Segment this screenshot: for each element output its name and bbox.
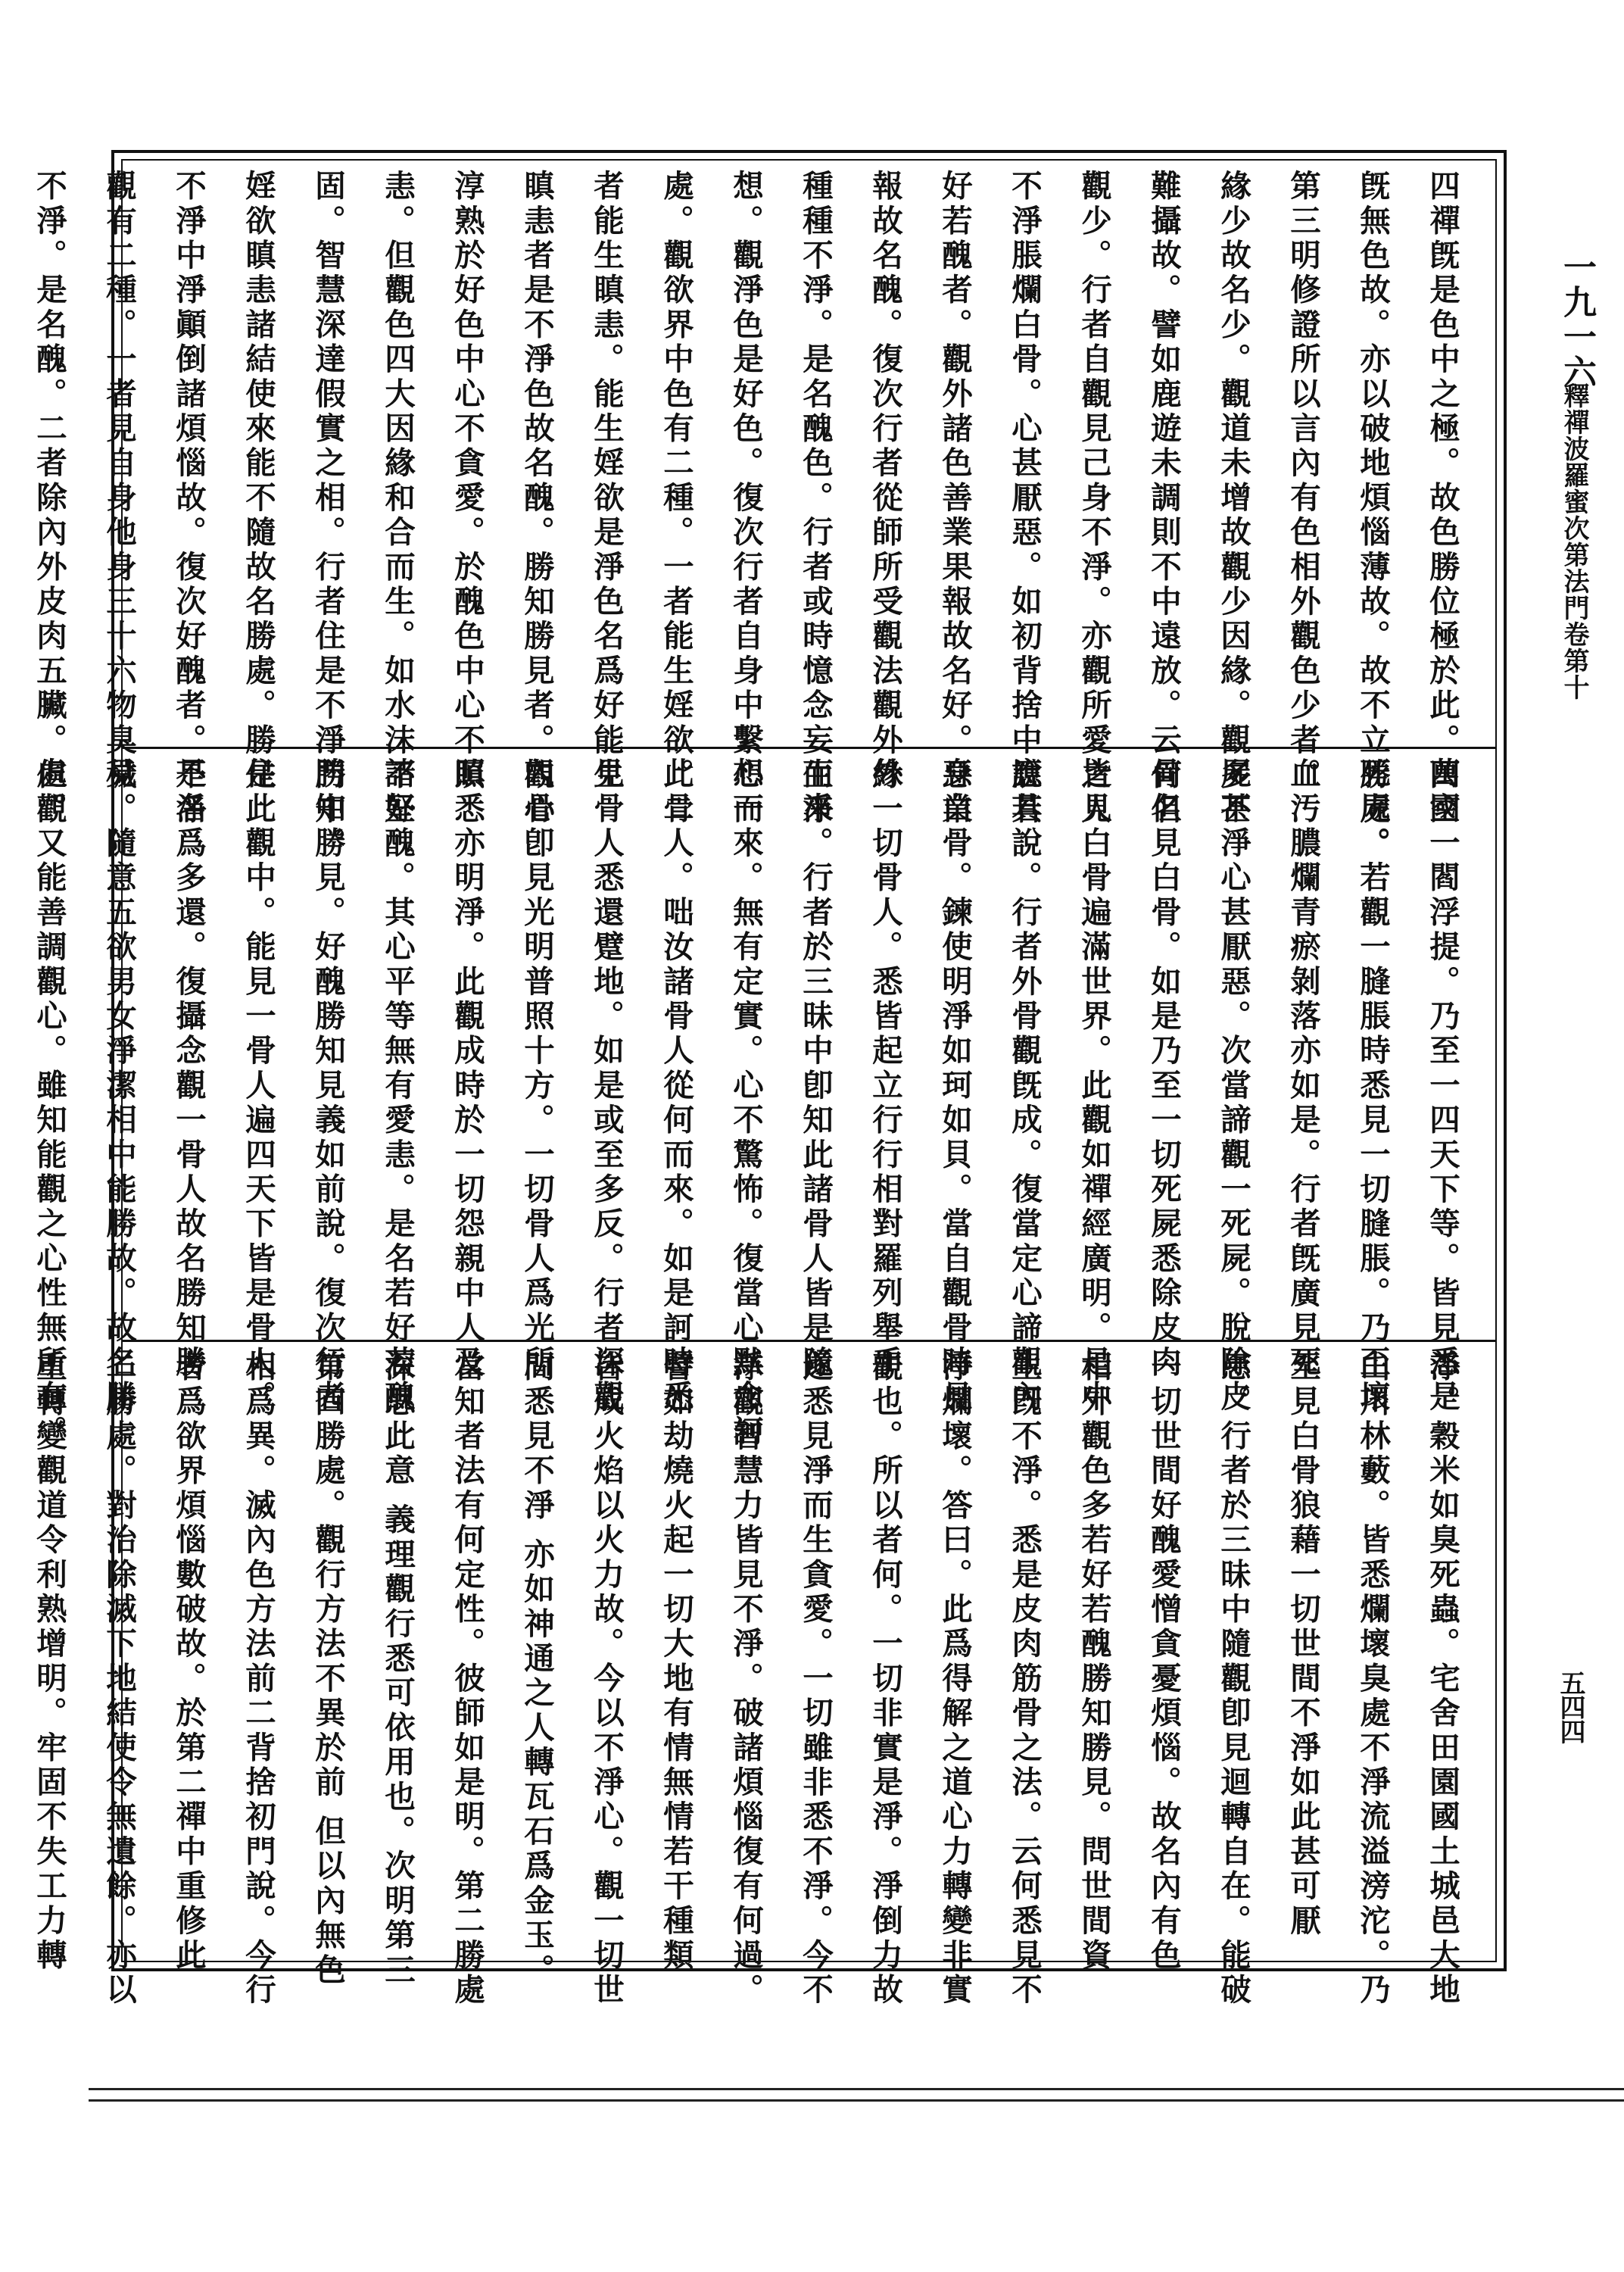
bottom-rule	[89, 2088, 1624, 2090]
text-column: 皆成火焰以火力故。今以不淨心。觀一切世	[588, 1350, 625, 2008]
text-column: 遂悉見淨而生貪愛。一切雖非悉不淨。今不	[797, 1350, 834, 2008]
text-column: 皆見白骨遍滿世界。此觀如禪經廣明。是中	[1076, 757, 1112, 1415]
text-column: 瞋恚者是不淨色故名醜。勝知勝見者。觀心	[519, 170, 555, 828]
text-column: 淳熟於好色中心不貪愛。於醜色中心不瞋	[449, 170, 485, 793]
text-column: 難攝故。譬如鹿遊未調則不中遠放。云何名	[1146, 170, 1182, 828]
text-column: 者能生瞋恚。能生婬欲是淨色名爲好能生	[588, 170, 625, 793]
text-column: 外一切骨人。悉皆起立行行相對羅列舉手	[867, 757, 903, 1381]
text-column	[0, 1350, 14, 1958]
text-column: 第三明修證所以言內有色相外觀色少者。	[1285, 170, 1321, 793]
text-column: 山川林藪。皆悉爛壞臭處不淨流溢滂沱。乃	[1354, 1350, 1391, 2008]
text-column: 至見白骨狼藉一切世間不淨如此甚可厭	[1285, 1350, 1321, 1939]
text-column: 恚。但觀色四大因緣和合而生。如水沫不堅	[379, 170, 416, 828]
text-column: 當知者法有何定性。彼師如是明。第二勝處	[449, 1350, 485, 2008]
text-column: 觀少。行者自觀見己身不淨。亦觀所愛之人	[1076, 170, 1112, 828]
text-column: 固。智慧深達假實之相。行者住是不淨門中。	[310, 170, 346, 862]
text-column: 緣少故名少。觀道未增故觀少因緣。觀多甚	[1215, 170, 1252, 828]
text-columns	[31, 162, 1491, 862]
page-number-top: 一九一六	[1557, 250, 1596, 389]
text-column: 相爲異。滅內色方法前二背捨初門說。今行	[240, 1350, 276, 2008]
text-column: 一切世間好醜愛憎貪憂煩惱。故名內有色	[1146, 1350, 1182, 1974]
text-column: 報故名醜。復次行者從師所受觀法觀外緣	[867, 170, 903, 793]
text-column: 相外觀色多若好若醜勝知勝見。問世間資	[1076, 1350, 1112, 1974]
register-bottom	[31, 1343, 1491, 2008]
text-column: 住此觀中。能見一骨人遍四天下皆是骨人。	[240, 757, 276, 1415]
text-column: 四禪旣是色中之極。故色勝位極於此。四空	[1424, 170, 1460, 828]
text-column: 此骨人。咄汝諸骨人從何而來。如是訶時悉	[658, 757, 694, 1415]
text-columns	[31, 750, 1491, 1450]
text-column: 譬如劫燒火起一切大地有情無情若干種類	[658, 1350, 694, 1974]
text-column: 不淨脹爛白骨。心甚厭惡。如初背捨中說若	[1006, 170, 1043, 828]
text-column	[0, 170, 14, 745]
text-column: 見骨人悉還躄地。如是或至多反。行者深觀	[588, 757, 625, 1415]
text-column: 屍不淨心甚厭惡。次當諦觀一死屍。脫除皮	[1215, 757, 1252, 1415]
bottom-rule	[89, 2099, 1624, 2102]
text-column: 淨爛壞。答曰。此爲得解之道心力轉變非實	[937, 1350, 973, 2008]
text-column: 身白骨。鍊使明淨如珂如貝。當自觀骨時見	[937, 757, 973, 1415]
text-column: 間悉見不淨 亦如神通之人轉瓦石爲金玉。	[519, 1350, 555, 1988]
text-column: 骨但見白骨。如是乃至一切死屍悉除皮肉	[1146, 757, 1182, 1381]
text-columns	[31, 1343, 1491, 2008]
text-column: 見。隨意五欲男女淨潔相中能勝故。故名勝	[101, 757, 137, 1415]
text-column: 諸好醜。其心平等無有愛恚。是名若好若醜	[379, 757, 416, 1415]
text-column: 深思此意 義理觀行悉可依用也。次明第三	[379, 1350, 416, 1988]
text-column: 照悉亦明淨。此觀成時於一切怨親中人及	[449, 757, 485, 1381]
register-middle	[31, 750, 1491, 1450]
text-column: 淨觀智慧力皆見不淨。破諸煩惱復有何過。	[728, 1350, 764, 2008]
text-column: 勝知勝見。好醜勝知見義如前說。復次行者	[310, 757, 346, 1415]
text-column: 觀也。所以者何。一切非實是淨。淨倒力故	[867, 1350, 903, 2008]
text-column: 好若醜者。觀外諸色善業果報故名好。惡業	[937, 170, 973, 828]
text-column: 觀有二種。一者見自身他身三十六物臭穢	[101, 170, 137, 793]
text-column: 內骨卽見光明普照十方。一切骨人爲光所	[519, 757, 555, 1381]
text-column: 血汚膿爛青瘀剝落亦如是。行者旣廣見死	[1285, 757, 1321, 1381]
text-column: 萬國一閻浮提。乃至一四天下等。皆見悉是	[1424, 757, 1460, 1415]
text-column: 種種不淨。是名醜色。行者或時憶念妄生淨	[797, 170, 834, 828]
text-column: 患。行者於三昧中隨觀卽見迴轉自在。能破	[1215, 1350, 1252, 2008]
text-column: 不淨。是名醜。二者除內外皮肉五臟。但觀	[31, 170, 67, 828]
text-column: 應具說。行者外骨觀旣成。復當定心諦觀內	[1006, 757, 1043, 1415]
register-top	[31, 162, 1491, 862]
text-column: 是名爲多還。復攝念觀一骨人故名勝知勝	[170, 757, 207, 1381]
text-column: 二勝處。對治除滅下地結使令無遺餘。亦以	[101, 1350, 137, 2008]
text-column: 淨。穀米如臭死蟲。宅舍田園國土城邑大地	[1424, 1350, 1460, 2008]
text-column: 處。觀欲界中色有二種。一者能生婬欲。二	[658, 170, 694, 828]
text-column: 婬欲瞋恚諸結使來能不隨故名勝處。勝是	[240, 170, 276, 793]
running-title: 釋禪波羅蜜次第法門卷第十	[1559, 382, 1589, 701]
text-column	[0, 757, 14, 1337]
text-column: 死屍。若觀一膖脹時悉見一切膖脹。乃至壞	[1354, 757, 1391, 1415]
page-number-bottom: 五四四	[1555, 1670, 1585, 1743]
text-column: 重轉變觀道令利熟增明。牢固不失工力轉	[31, 1350, 67, 1974]
text-column: 者爲欲界煩惱數破故。於第二禪中重修此	[170, 1350, 207, 1974]
text-column: 不淨中淨顚倒諸煩惱故。復次好醜者。不淨	[170, 170, 207, 828]
text-column: 想。觀淨色是好色。復次行者自身中繫心一	[728, 170, 764, 828]
text-column: 生旣不淨。悉是皮肉筋骨之法。云何悉見不	[1006, 1350, 1043, 2008]
text-column: 第四勝處。觀行方法不異於前 但以內無色	[310, 1350, 346, 1988]
text-column: 而來。行者於三昧中卽知此諸骨人皆是隨	[797, 757, 834, 1381]
text-column: 想而來。無有定實。心不驚怖。復當心默念訶	[728, 757, 764, 1450]
text-column: 處。又能善調觀心。雖知能觀之心性無所有。	[31, 757, 67, 1450]
text-column: 旣無色故。亦以破地煩惱薄故。故不立勝處。	[1354, 170, 1391, 862]
